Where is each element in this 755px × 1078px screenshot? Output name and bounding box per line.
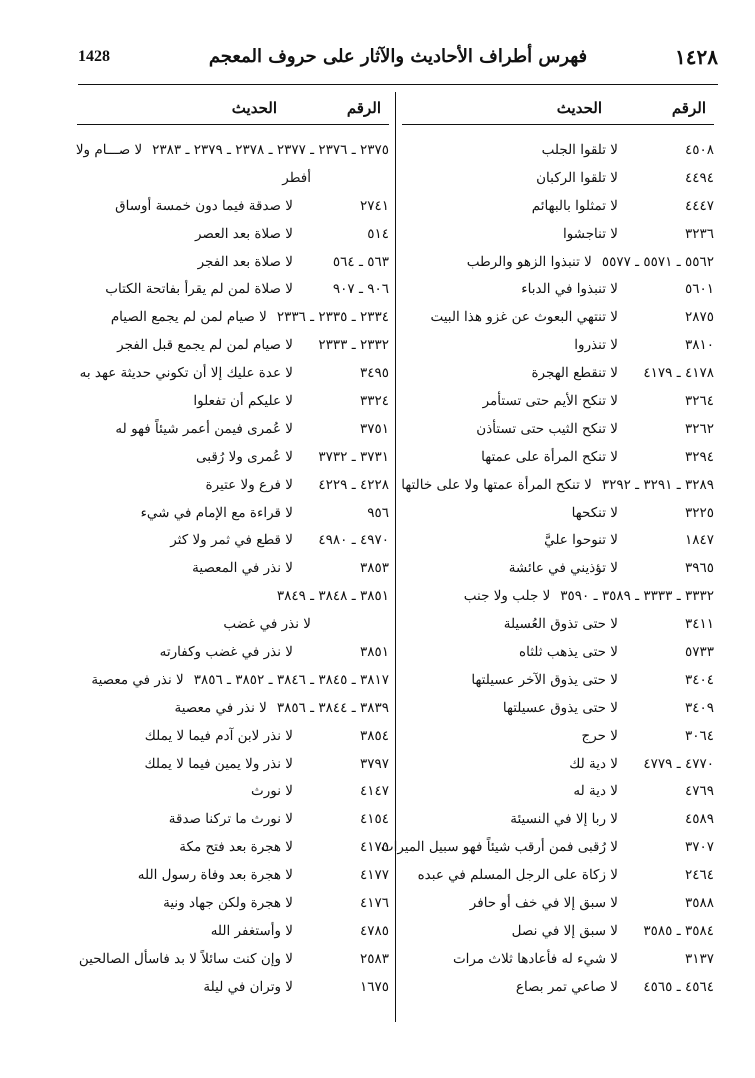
entry-number: ٣٤٠٤ xyxy=(684,671,714,688)
entry-text: لا شيء له فأعادها ثلاث مرات xyxy=(452,950,618,967)
index-entry xyxy=(402,946,714,974)
index-entry xyxy=(402,304,714,332)
entry-number: ٤١٧٦ xyxy=(359,895,389,912)
index-entry xyxy=(77,639,389,667)
index-entry xyxy=(402,806,714,834)
entry-text: لا هجرة بعد فتح مكة xyxy=(179,839,293,856)
entry-text: لا تلقوا الركبان xyxy=(536,169,618,186)
index-entry xyxy=(77,472,389,500)
entry-number: ٤٩٧٠ ـ ٤٩٨٠ xyxy=(318,532,389,549)
index-entry xyxy=(402,221,714,249)
entry-text: لا وتران في ليلة xyxy=(203,978,293,995)
entry-text: لا تنذروا xyxy=(574,337,618,354)
entry-text: لا تنتهي البعوث عن غزو هذا البيت xyxy=(430,309,618,326)
index-entry xyxy=(402,890,714,918)
page-number-latin: 1428 xyxy=(78,48,110,65)
entry-text: لا تنكحها xyxy=(571,504,618,521)
entry-text: لا تنقطع الهجرة xyxy=(531,365,618,382)
index-entry xyxy=(402,165,714,193)
entry-number: ٣١٣٧ xyxy=(684,950,714,967)
index-entry xyxy=(402,611,714,639)
entry-text: لا قراءة مع الإمام في شيء xyxy=(140,504,293,521)
entry-number: ٤٢٢٨ ـ ٤٢٢٩ xyxy=(318,476,389,493)
index-entry xyxy=(402,723,714,751)
index-entry xyxy=(402,527,714,555)
entry-text: لا تلقوا الجلب xyxy=(541,142,618,158)
entry-number: ٣٤١١ xyxy=(684,616,714,633)
index-entry xyxy=(77,276,389,304)
index-entry xyxy=(77,583,389,611)
entry-number: ٢٣٣٤ ـ ٢٣٣٥ ـ ٢٣٣٦ xyxy=(276,309,389,326)
index-entry xyxy=(402,249,714,277)
entry-number: ٢٨٧٥ xyxy=(684,309,714,326)
index-entry xyxy=(402,639,714,667)
index-entry xyxy=(77,332,389,360)
entry-text: لا عُمرى فيمن أعمر شيئاً فهو له xyxy=(115,420,293,437)
index-entry xyxy=(77,862,389,890)
entry-text: لا تناجشوا xyxy=(562,225,618,242)
entry-text: لا حتى يذوق الآخر عسيلتها xyxy=(471,671,618,688)
entry-number: ٤٥٦٤ ـ ٤٥٦٥ xyxy=(643,978,714,995)
index-entry xyxy=(77,890,389,918)
index-entry xyxy=(77,974,389,1002)
left-column-header xyxy=(77,92,389,125)
index-entry xyxy=(77,834,389,862)
entry-text: لا تنوحوا عليَّ xyxy=(544,532,618,549)
number-heading: الرقم xyxy=(346,99,381,117)
index-entry xyxy=(402,472,714,500)
entry-number: ٥٥٦٢ ـ ٥٥٧١ ـ ٥٥٧٧ xyxy=(601,253,714,270)
left-column xyxy=(77,92,389,1002)
entry-number: ٤٧٦٩ xyxy=(684,783,714,800)
header-rule xyxy=(78,84,718,85)
entry-number: ٤٧٨٥ xyxy=(359,922,389,939)
index-entry xyxy=(402,695,714,723)
entry-number: ٣٧٩٧ xyxy=(359,755,389,772)
entry-number: ٣٨٥٣ xyxy=(359,560,389,577)
number-heading: الرقم xyxy=(671,99,706,117)
entry-number: ٣٢٦٤ xyxy=(684,393,714,410)
index-entry xyxy=(77,918,389,946)
entry-text: لا نورث xyxy=(251,783,293,800)
entry-text: لا دية له xyxy=(573,783,618,800)
right-entries xyxy=(380,137,714,1002)
entry-number: ٣٥٨٤ ـ ٣٥٨٥ xyxy=(643,922,714,939)
entry-text: لا زكاة على الرجل المسلم في عبده xyxy=(417,867,618,884)
entry-text: لا نذر في غضب وكفارته xyxy=(159,644,293,661)
entry-number: ٣٨٥٤ xyxy=(359,727,389,744)
index-entry xyxy=(77,416,389,444)
entry-text: لا قطع في ثمر ولا كثر xyxy=(170,532,293,549)
entry-text: لا صلاة بعد الفجر xyxy=(197,253,293,270)
index-entry xyxy=(402,751,714,779)
entry-number: ٤٧٧٠ ـ ٤٧٧٩ xyxy=(643,755,714,772)
entry-text: لا عُمرى ولا رُقبى xyxy=(196,448,293,465)
entry-number: ٤١٧٥ xyxy=(359,839,389,856)
entry-text: لا عليكم أن تفعلوا xyxy=(193,393,293,410)
entry-number: ٥٦٣ ـ ٥٦٤ xyxy=(332,253,389,270)
index-entry xyxy=(402,388,714,416)
entry-text: لا صيام لمن لم يجمع قبل الفجر xyxy=(117,337,293,354)
entry-number: ٩٠٦ ـ ٩٠٧ xyxy=(332,281,389,298)
index-entry xyxy=(77,806,389,834)
entry-text: لا تمثلوا بالبهائم xyxy=(531,197,618,214)
entry-text: لا صلاة لمن لم يقرأ بفاتحة الكتاب xyxy=(105,281,293,298)
index-entry xyxy=(77,137,389,165)
column-divider xyxy=(395,92,396,1022)
entry-number: ١٨٤٧ xyxy=(684,532,714,549)
entry-number: ٣٩٦٥ xyxy=(684,560,714,577)
index-entry xyxy=(402,360,714,388)
entry-text: لا نذر في المعصية xyxy=(192,560,293,577)
entry-text: لا نذر في معصية xyxy=(174,699,267,716)
entry-number: ٣٥٨٨ xyxy=(684,895,714,912)
index-entry xyxy=(77,444,389,472)
index-entry xyxy=(402,583,714,611)
entry-number: ٣٨١٧ ـ ٣٨٤٥ ـ ٣٨٤٦ ـ ٣٨٥٢ ـ ٣٨٥٦ xyxy=(193,671,389,688)
entry-number: ٤١٤٧ xyxy=(359,783,389,800)
entry-number: ٣٨١٠ xyxy=(684,337,714,354)
index-entry xyxy=(77,388,389,416)
index-entry xyxy=(402,778,714,806)
index-entry xyxy=(77,193,389,221)
entry-text: لا تنبذوا الزهو والرطب xyxy=(466,253,592,270)
entry-text: لا حتى تذوق العُسيلة xyxy=(503,616,618,633)
entry-number: ٢٣٧٥ ـ ٢٣٧٦ ـ ٢٣٧٧ ـ ٢٣٧٨ ـ ٢٣٧٩ ـ ٢٣٨٣ xyxy=(152,142,389,158)
index-entry xyxy=(77,723,389,751)
entry-number: ٥٦٠١ xyxy=(684,281,714,298)
entry-text: لا هجرة ولكن جهاد ونية xyxy=(163,895,293,912)
index-entry xyxy=(77,500,389,528)
entry-number: ٣٧٣١ ـ ٣٧٣٢ xyxy=(318,448,389,465)
index-entry xyxy=(77,667,389,695)
entry-text: لا صـــام ولا xyxy=(75,142,143,158)
index-entry xyxy=(402,416,714,444)
entry-text: لا تؤذيني في عائشة xyxy=(508,560,618,577)
entry-text: لا صدقة فيما دون خمسة أوساق xyxy=(115,197,293,214)
entry-text: لا تنكح الأيم حتى تستأمر xyxy=(482,393,618,410)
entry-text: لا نذر لابن آدم فيما لا يملك xyxy=(144,727,293,744)
entry-number: ٣٨٥١ xyxy=(359,644,389,661)
entry-number: ٥٧٣٣ xyxy=(684,644,714,661)
entry-number: ٤١٥٤ xyxy=(359,811,389,828)
index-entry xyxy=(77,165,389,193)
index-entry xyxy=(77,249,389,277)
entry-text: لا صاعي تمر بصاع xyxy=(515,978,618,995)
index-entry xyxy=(402,974,714,1002)
index-entry xyxy=(402,137,714,165)
index-entry xyxy=(77,946,389,974)
entry-text: لا رُقبى فمن أرقب شيئاً فهو سبيل الميراث xyxy=(380,839,618,856)
index-entry xyxy=(77,555,389,583)
entry-number: ٤١٧٨ ـ ٤١٧٩ xyxy=(643,365,714,382)
entry-number: ٣٧٥١ xyxy=(359,420,389,437)
index-entry xyxy=(77,304,389,332)
entry-text: لا ربا إلا في النسيئة xyxy=(510,811,618,828)
entry-text: لا هجرة بعد وفاة رسول الله xyxy=(137,867,293,884)
entry-number: ٤٥٠٨ xyxy=(684,142,714,158)
index-entry xyxy=(77,527,389,555)
page-number-arabic: ١٤٢٨ xyxy=(675,45,718,69)
entry-text: لا حرج xyxy=(581,727,618,744)
index-entry xyxy=(77,695,389,723)
entry-text: لا دية لك xyxy=(569,755,618,772)
index-entry xyxy=(402,667,714,695)
index-entry xyxy=(402,444,714,472)
entry-number: ٢٣٣٢ ـ ٢٣٣٣ xyxy=(318,337,389,354)
entry-number: ٣٣٢٤ xyxy=(359,393,389,410)
entry-number: ٤٤٤٧ xyxy=(684,197,714,214)
entry-text: لا تنكح المرأة عمتها ولا على خالتها xyxy=(401,476,592,493)
entry-text: لا نورث ما تركنا صدقة xyxy=(168,811,293,828)
entry-text: لا حتى يذوق عسيلتها xyxy=(502,699,618,716)
entry-number: ٣٤٩٥ xyxy=(359,365,389,382)
entry-number: ٣٠٦٤ xyxy=(684,727,714,744)
running-title: فهرس أطراف الأحاديث والآثار على حروف المعجم xyxy=(208,46,588,67)
index-entry xyxy=(402,276,714,304)
right-column-header xyxy=(402,92,714,125)
entry-text: لا وأستغفر الله xyxy=(210,922,293,939)
entry-number: ٤١٧٧ xyxy=(359,867,389,884)
entry-text: لا صيام لمن لم يجمع الصيام xyxy=(110,309,267,326)
right-column xyxy=(380,92,714,1002)
entry-number: ١٦٧٥ xyxy=(359,978,389,995)
entry-number: ٣٢٢٥ xyxy=(684,504,714,521)
index-entry xyxy=(402,862,714,890)
entry-text: لا سبق إلا في نصل xyxy=(511,922,618,939)
index-entry xyxy=(77,751,389,779)
entry-number: ٢٥٨٣ xyxy=(359,950,389,967)
entry-text: لا وإن كنت سائلاً لا بد فاسأل الصالحين xyxy=(78,950,293,967)
index-entry xyxy=(77,778,389,806)
entry-number: ٤٤٩٤ xyxy=(684,169,714,186)
entry-text: أفطر xyxy=(282,169,311,186)
entry-text: لا تنكح الثيب حتى تستأذن xyxy=(476,420,618,437)
entry-text: لا حتى يذهب ثلثاه xyxy=(519,644,618,661)
entry-number: ٣٨٥١ ـ ٣٨٤٨ ـ ٣٨٤٩ xyxy=(276,588,389,605)
entry-number: ٤٥٨٩ xyxy=(684,811,714,828)
index-entry xyxy=(380,834,714,862)
entry-number: ٢٧٤١ xyxy=(359,197,389,214)
hadith-heading: الحديث xyxy=(556,99,602,117)
entry-text: لا تنكح المرأة على عمتها xyxy=(481,448,618,465)
index-entry xyxy=(77,221,389,249)
entry-number: ٣٢٦٢ xyxy=(684,420,714,437)
index-entry xyxy=(402,500,714,528)
entry-number: ٣٢٨٩ ـ ٣٢٩١ ـ ٣٢٩٢ xyxy=(601,476,714,493)
entry-number: ٣٣٣٢ ـ ٣٣٣٣ ـ ٣٥٨٩ ـ ٣٥٩٠ xyxy=(560,588,714,605)
entry-text: لا فرع ولا عتيرة xyxy=(205,476,293,493)
index-entry xyxy=(402,918,714,946)
entry-number: ٣٧٠٧ xyxy=(684,839,714,856)
entry-number: ٣٢٩٤ xyxy=(684,448,714,465)
hadith-heading: الحديث xyxy=(231,99,277,117)
entry-number: ٣٢٣٦ xyxy=(684,225,714,242)
entry-text: لا تنبذوا في الدباء xyxy=(521,281,618,298)
index-entry xyxy=(77,611,389,639)
entry-text: لا عدة عليك إلا أن تكوني حديثة عهد به xyxy=(79,365,293,382)
entry-text: لا نذر في غضب xyxy=(223,616,311,633)
entry-number: ٣٨٣٩ ـ ٣٨٤٤ ـ ٣٨٥٦ xyxy=(276,699,389,716)
entry-number: ٥١٤ xyxy=(367,225,389,242)
index-entry xyxy=(402,193,714,221)
entry-text: لا صلاة بعد العصر xyxy=(194,225,293,242)
entry-text: لا نذر في معصية xyxy=(91,671,184,688)
index-entry xyxy=(402,332,714,360)
entry-number: ٣٤٠٩ xyxy=(684,699,714,716)
index-entry xyxy=(402,555,714,583)
entry-number: ٩٥٦ xyxy=(367,504,389,521)
left-entries xyxy=(77,137,389,1002)
page-header xyxy=(78,40,718,78)
entry-text: لا جلب ولا جنب xyxy=(463,588,551,605)
entry-text: لا نذر ولا يمين فيما لا يملك xyxy=(144,755,293,772)
entry-text: لا سبق إلا في خف أو حافر xyxy=(469,895,618,912)
index-entry xyxy=(77,360,389,388)
entry-number: ٢٤٦٤ xyxy=(684,867,714,884)
